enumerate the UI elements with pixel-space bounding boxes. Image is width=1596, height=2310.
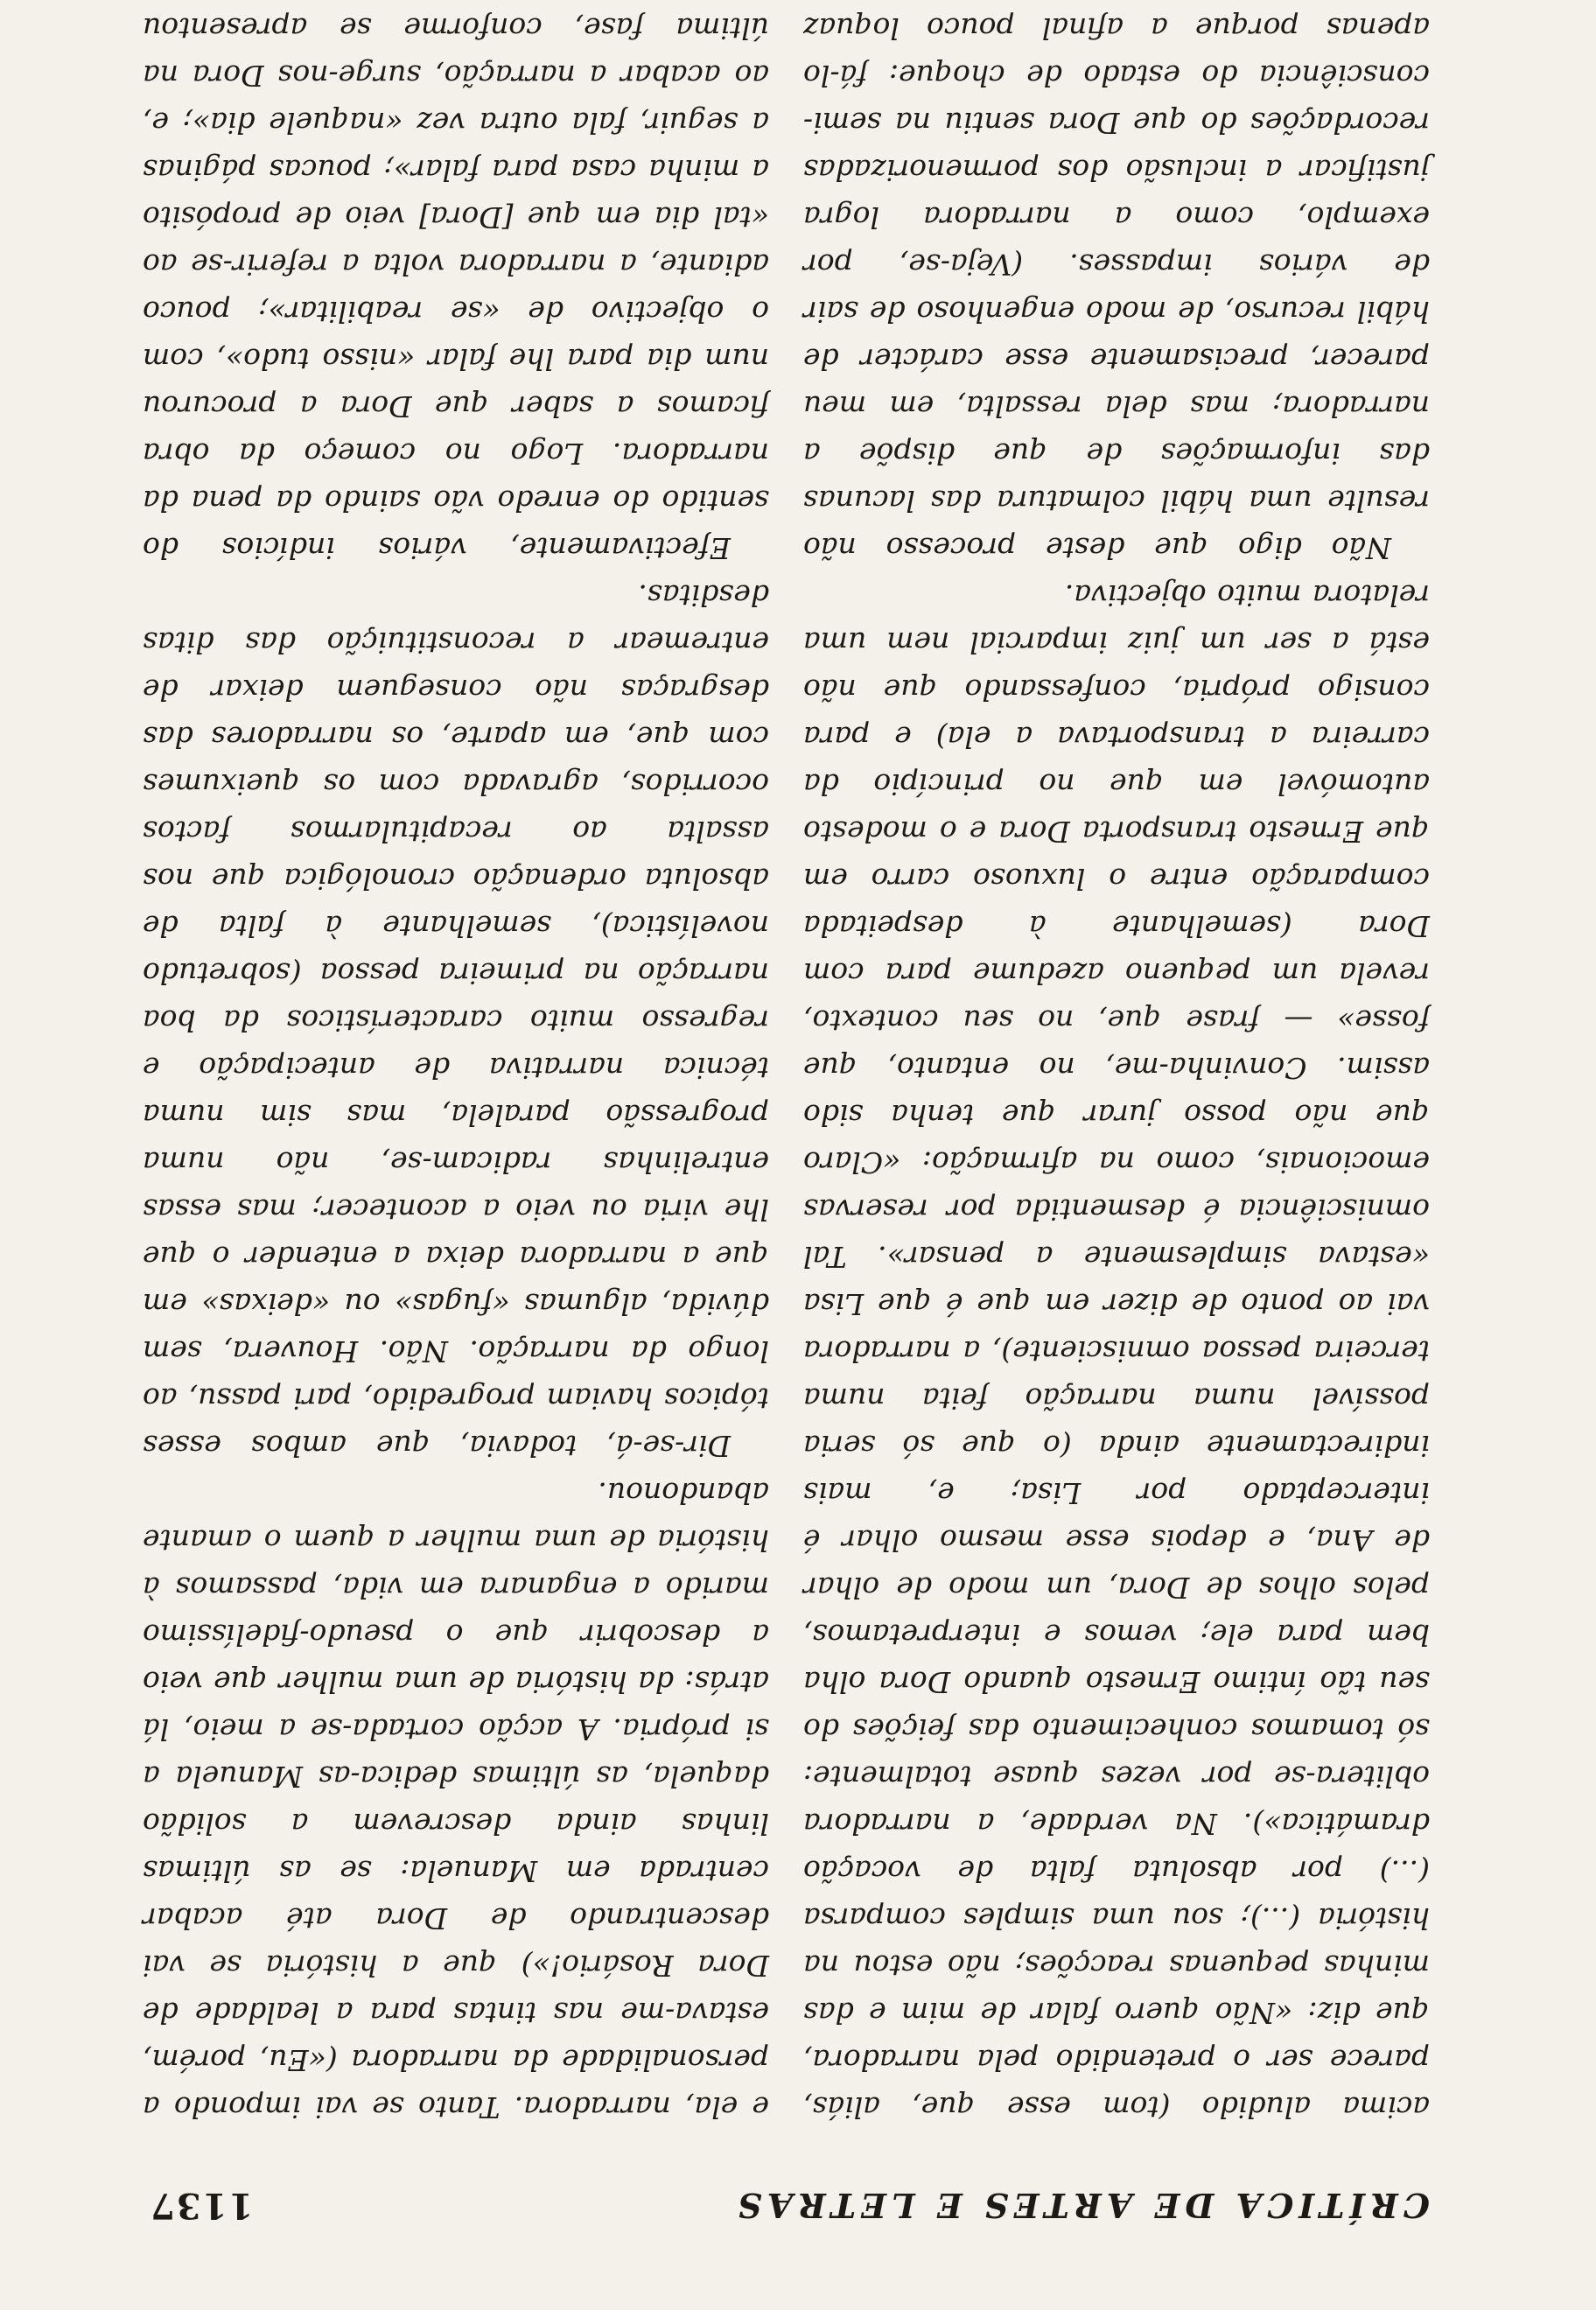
right-paragraph-3: Efectivamente, vários indícios do sentido do enredo vão saindo da pena da narradora. Logo no começo da obra ficamos a saber que Dora a procurou num dia para lhe falar «nisso tudo», com o objectivo de «se reabilitar»; pouco adiante, a narradora volta a referir-se ao «tal dia em que [Dora] veio de propósito a minha casa para falar»; poucas páginas a seguir, fala outra vez «naquele dia»; e, ao acabar a narração, surge-nos Dora na última fase, conforme se apresentou bbox=[143, 11, 769, 565]
right-column bbox=[143, 11, 769, 2131]
running-title: CRÍTICA DE ARTES E LETRAS bbox=[732, 2186, 1430, 2225]
left-paragraph-2: Não digo que deste processo não resulte uma hábil colmatura das lacunas das informações de que dispõe a narradora; mas dela ressalta, em meu parecer, precisamente esse carácter de hábil recurso, de modo engenhoso de sair de vários impasses. (Veja-se, por exemplo, como a narradora logra justificar a inclusão dos pormenorizadas recordações do que Dora sentiu na semi-consciência do estado de choque: fá-lo apenas porque a afinal pouco loquaz bbox=[803, 11, 1430, 565]
page-header bbox=[149, 2174, 1430, 2226]
page-number: 1137 bbox=[149, 2185, 254, 2226]
left-paragraph-1: acima aludido (tom esse que, aliás, parece ser o pretendido pela narradora, que diz: «Não quero falar de mim e das minhas pequenas reacções; não estou na história (...); sou uma simples comparsa (...) por absoluta falta de vocação dramática»). Na verdade, a narradora oblitera-se por vezes quase totalmente: só tomamos conhecimento das feições do seu tão íntimo Ernesto quando Dora olha bem para ele; vemos e interpretamos, pelos olhos de Dora, um modo de olhar de Ana, e depois esse mesmo olhar é interceptado por Lisa; e, mais indirectamente ainda (o que só seria possível numa narração feita numa terceira pessoa omnisciente), a narradora vai ao ponto de dizer em que é que Lisa «estava simplesmente a pensar». Tal omnisciência é desmentida por reservas emocionais, como na afirmação: «Claro que não posso jurar que tenha sido assim. Convinha-me, no entanto, que fosse» — frase que, no seu contexto, revela um pequeno azedume para com Dora (semelhante à despeitada comparação entre o luxuoso carro em que Ernesto transporta Dora e o modesto automóvel em que no princípio da carreira a transportava a ela) e para consigo própria, confessando que não está a ser um juiz imparcial nem uma relatora muito objectiva. bbox=[803, 578, 1430, 2124]
right-paragraph-2: Dir-se-á, todavia, que ambos esses tópicos haviam progredido, pari passu, ao longo da narração. Não. Houvera, sem dúvida, algumas «fugas» ou «deixas» em que a narradora deixa a entender o que lhe viria ou veio a acontecer; mas essas entrelinhas radicam-se, não numa progressão paralela, mas sim numa técnica narrativa de antecipação e regresso muito característicos da boa narração na primeira pessoa (sobretudo novelística), semelhante à falta de absoluta ordenação cronológica que nos assalta ao recapitularmos factos ocorridos, agravada com os queixumes com que, em aparte, os narradores das desgraças não conseguem deixar de entremear a reconstituição das ditas desditas. bbox=[143, 578, 769, 1463]
right-paragraph-1: e ela, narradora. Tanto se vai impondo a personalidade da narradora («Eu, porém, estava-me nas tintas para a lealdade de Dora Rosário!») que a história se vai descentrando de Dora até acabar centrada em Manuela: se as últimas linhas ainda descrevem a solidão daquela, as últimas dedica-as Manuela a si própria. A acção cortada-se a meio, lá atrás: da história de uma mulher que veio a descobrir que o pseudo-fidelíssimo marido a enganara em vida, passamos à história de uma mulher a quem o amante abandonou. bbox=[143, 1476, 769, 2124]
left-column bbox=[803, 11, 1430, 2131]
